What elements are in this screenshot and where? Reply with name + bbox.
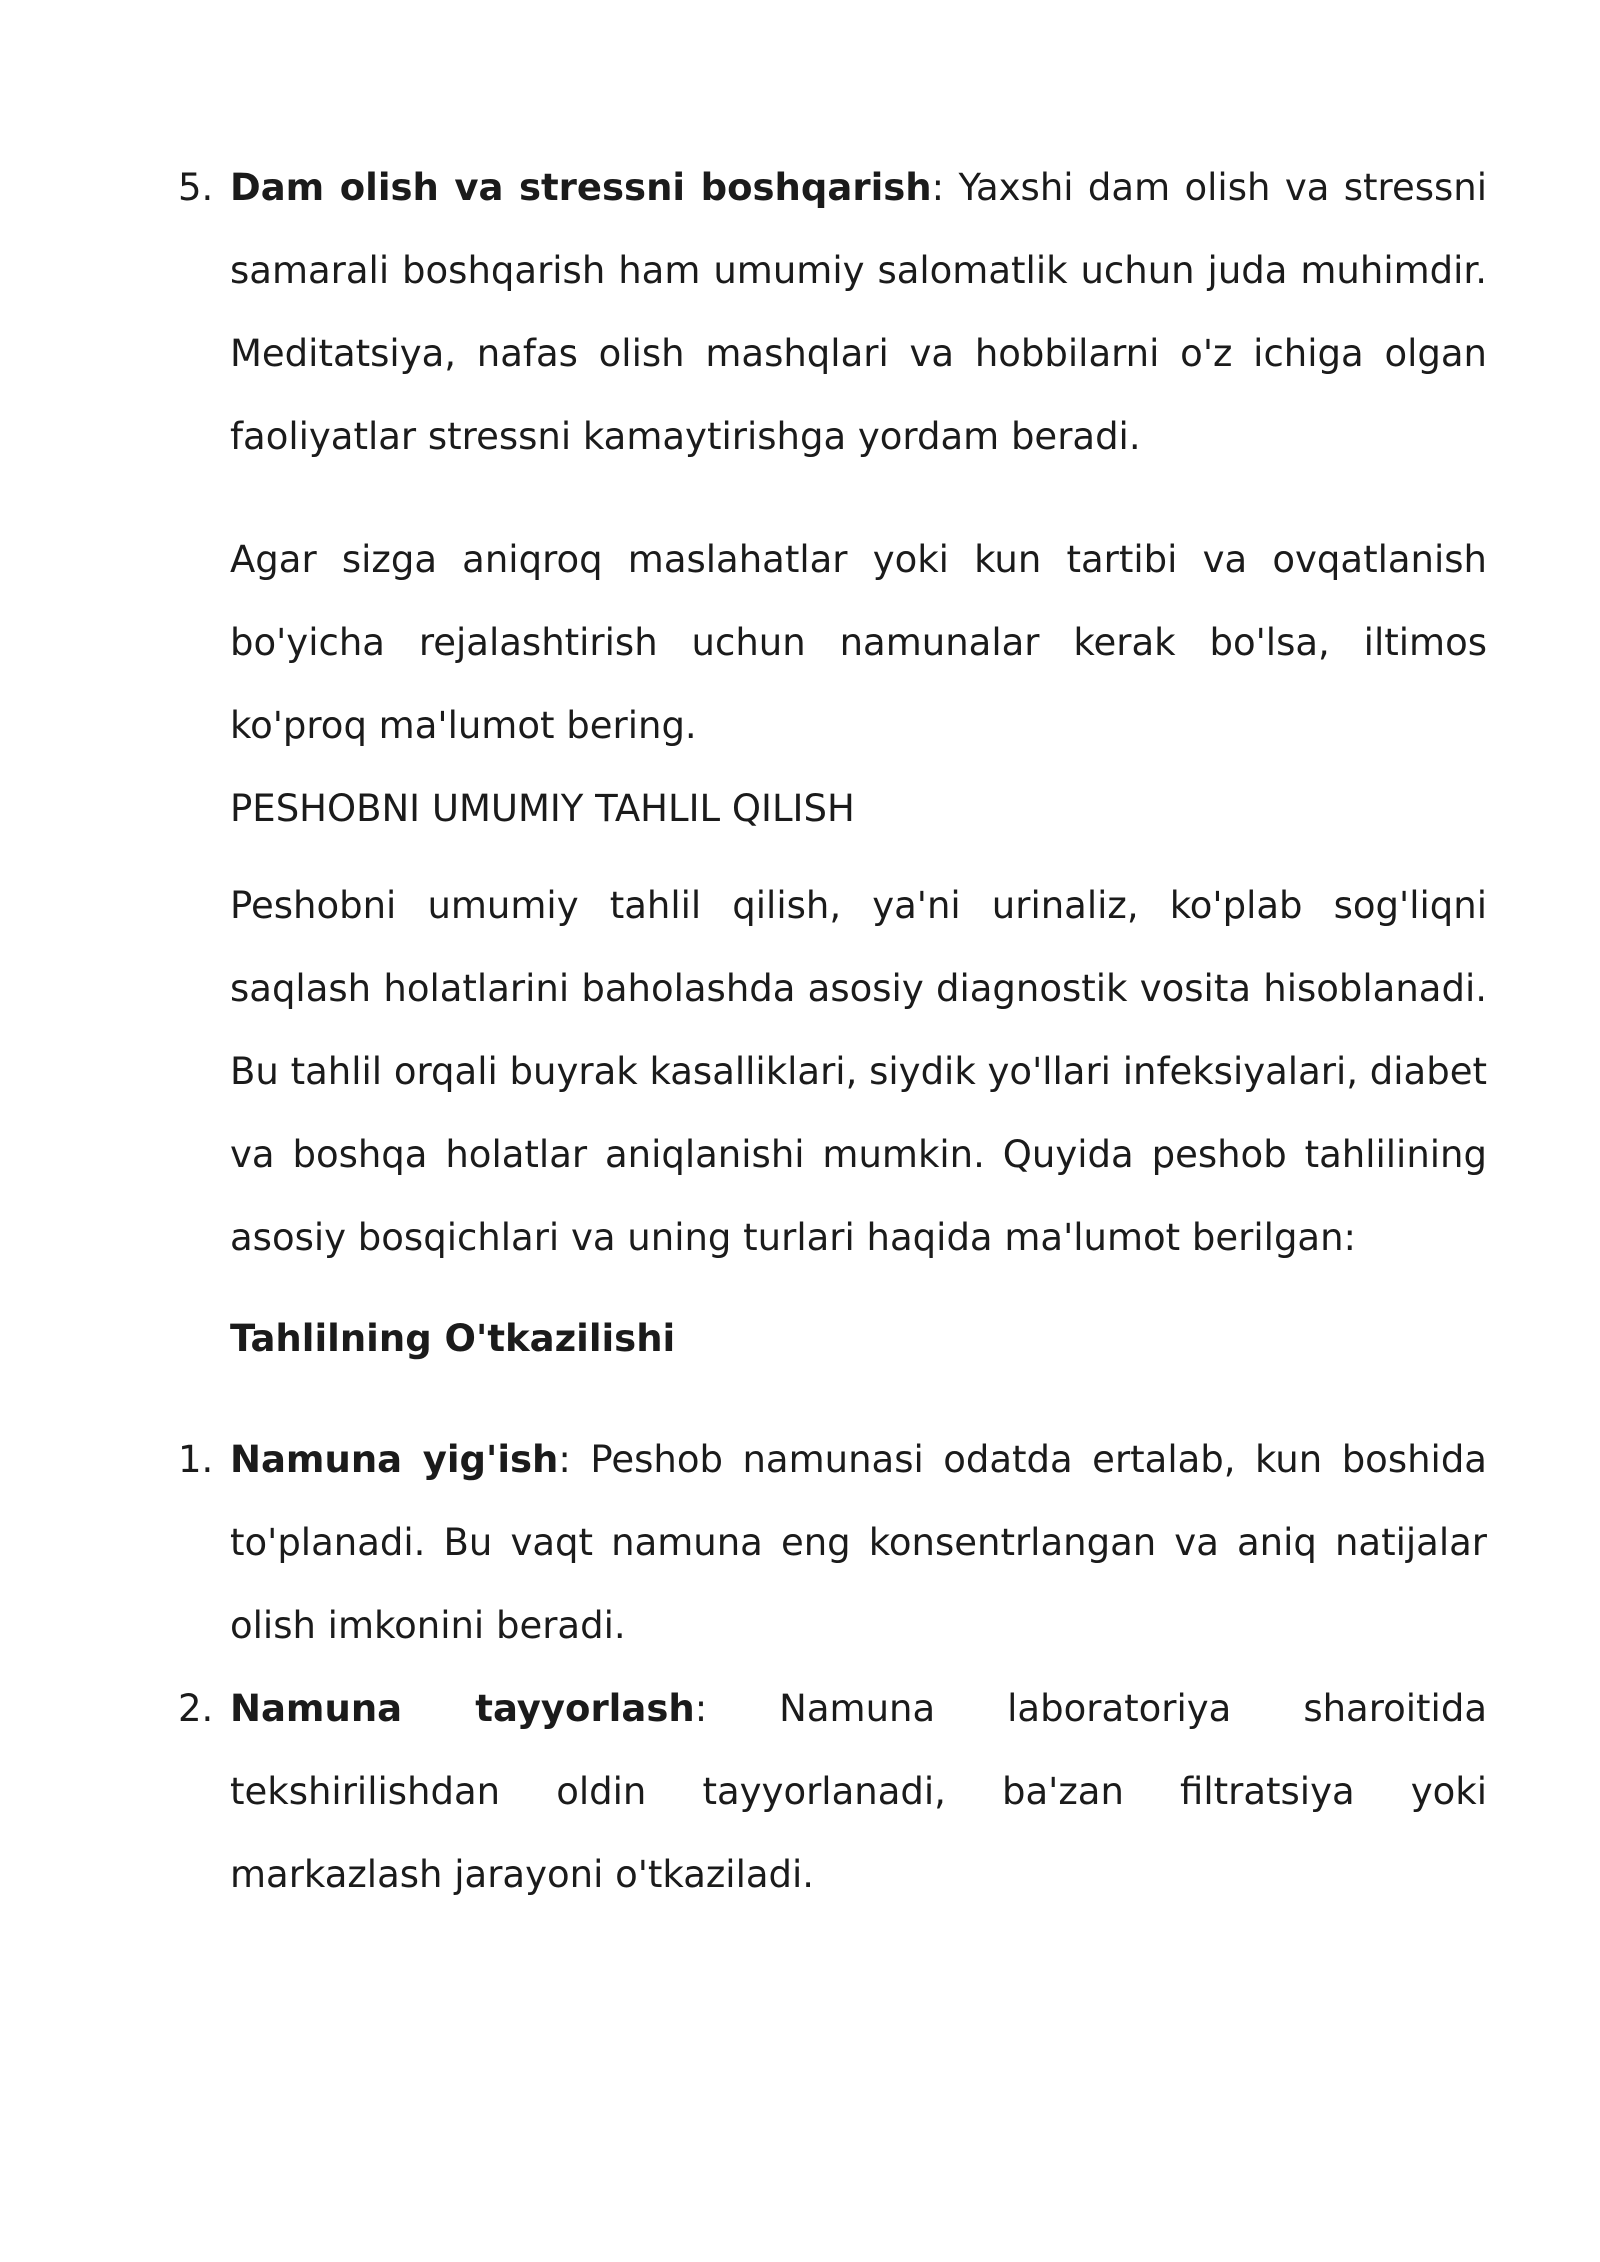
section-heading: PESHOBNI UMUMIY TAHLIL QILISH	[230, 787, 855, 830]
list-item-term: Namuna yig'ish	[230, 1438, 559, 1481]
subheading: Tahlilning O'tkazilishi	[230, 1317, 676, 1360]
list-item-text	[230, 1667, 1487, 1916]
list-item-term: Namuna tayyorlash	[230, 1687, 695, 1730]
list-number: 1.	[178, 1438, 214, 1481]
list-item-description: : Yaxshi dam olish va stressni samarali boshqarish ham umumiy salomatlik uchun juda muhimdir. Meditatsiya, nafas olish mashqlari va hobbilarni o'z ichiga olgan faoliyatlar stressni kamaytirishga yordam beradi.	[230, 166, 1488, 458]
list-item-description: : Peshob namunasi odatda ertalab, kun boshida to'planadi. Bu vaqt namuna eng konsentrlangan va aniq natijalar olish imkonini beradi.	[230, 1438, 1487, 1647]
list-number: 5.	[178, 166, 214, 209]
list-number: 2.	[178, 1687, 214, 1730]
document-body	[178, 146, 1488, 1916]
list-item-5	[178, 146, 1488, 478]
paragraph-intro: Peshobni umumiy tahlil qilish, ya'ni urinaliz, ko'plab sog'liqni saqlash holatlarini baholashda asosiy diagnostik vosita hisoblanadi. Bu tahlil orqali buyrak kasalliklari, siydik yo'llari infeksiyalari, diabet va boshqa holatlar aniqlanishi mumkin. Quyida peshob tahlilining asosiy bosqichlari va uning turlari haqida ma'lumot berilgan:	[230, 884, 1487, 1259]
list-item-text	[230, 146, 1487, 478]
paragraph-advice: Agar sizga aniqroq maslahatlar yoki kun tartibi va ovqatlanish bo'yicha rejalashtirish uchun namunalar kerak bo'lsa, iltimos ko'proq ma'lumot bering.	[230, 538, 1487, 747]
list-item-1	[178, 1418, 1487, 1667]
list-item-text	[230, 1418, 1487, 1667]
list-item-2	[178, 1667, 1487, 1916]
list-item-term: Dam olish va stressni boshqarish	[230, 166, 932, 209]
list-item-description: : Namuna laboratoriya sharoitida tekshirilishdan oldin tayyorlanadi, ba'zan filtratsiya yoki markazlash jarayoni o'tkaziladi.	[230, 1687, 1487, 1896]
